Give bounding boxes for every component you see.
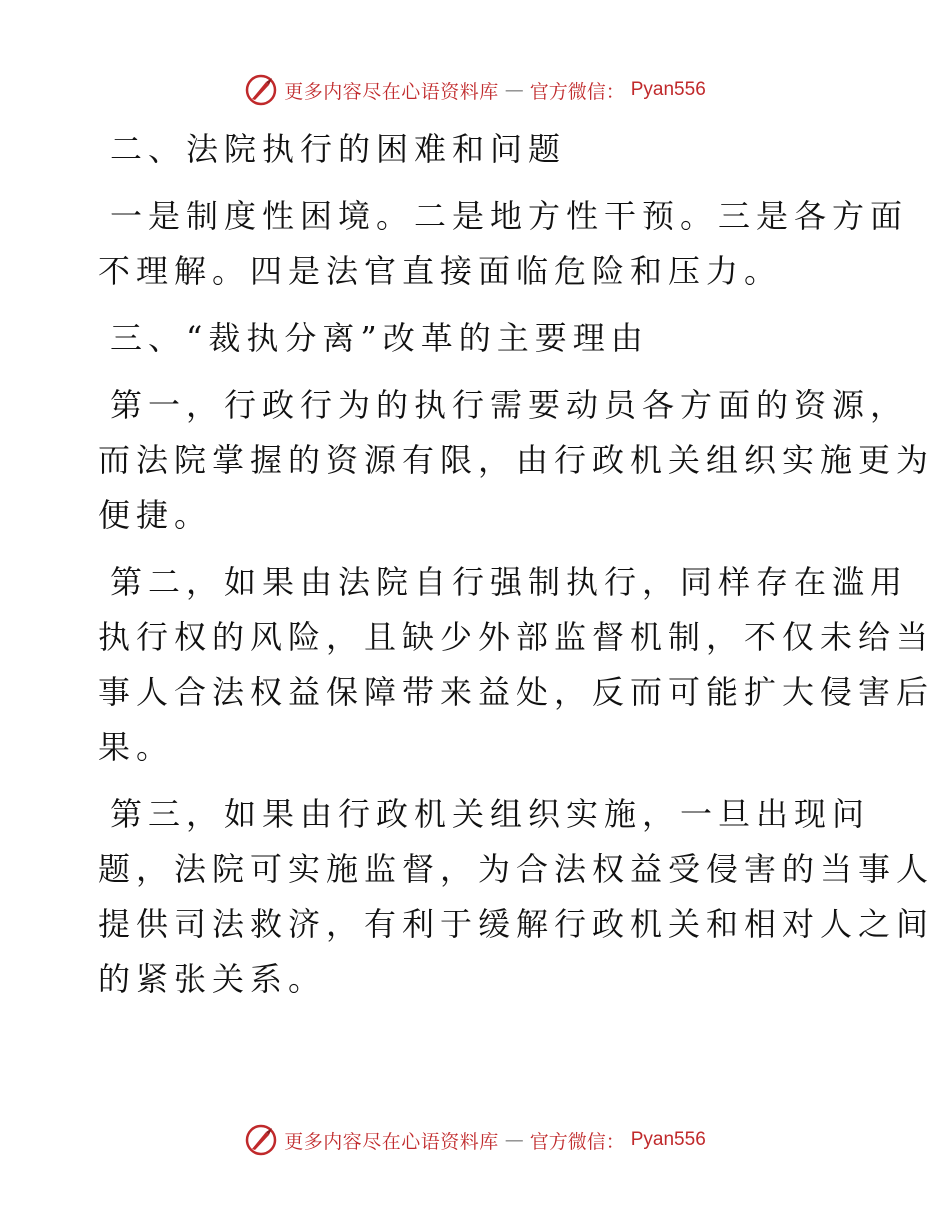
banner-text: 更多内容尽在心语资料库 [284,80,499,103]
text-line: 第三，如果由行政机关组织实施，一旦出现问 [110,795,871,833]
text-line: 第二，如果由法院自行强制执行，同样存在滥用 [110,563,909,601]
document-body [98,122,935,1007]
banner-wechat-id: Pyan556 [630,1129,706,1150]
text-line: 果。 [98,728,175,766]
paragraph-difficulties [98,189,909,299]
text-line: 三、“裁执分离”改革的主要理由 [110,319,649,357]
text-line: 第一，行政行为的执行需要动员各方面的资源， [110,386,909,424]
text-line: 一是制度性困境。二是地方性干预。三是各方面 [110,197,909,235]
header-watermark-banner [0,70,950,110]
paragraph-reason-2 [98,555,935,775]
text-line: 执行权的风险，且缺少外部监督机制，不仅未给当 [98,618,935,656]
banner-separator: — [504,1129,524,1151]
text-line: 的紧张关系。 [98,960,327,998]
text-line: 而法院掌握的资源有限，由行政机关组织实施更为 [98,441,935,479]
text-line: 提供司法救济，有利于缓解行政机关和相对人之间 [98,905,935,943]
quill-pen-logo-icon [244,73,278,107]
section-heading-3 [98,311,858,366]
text-line: 题，法院可实施监督，为合法权益受侵害的当事人 [98,850,935,888]
banner-wechat-id: Pyan556 [630,79,706,100]
text-line: 便捷。 [98,496,213,534]
banner-wechat-label: 官方微信： [529,1130,625,1153]
paragraph-reason-1 [98,378,935,543]
banner-text: 更多内容尽在心语资料库 [284,1130,499,1153]
footer-watermark-banner [0,1120,950,1160]
section-heading-2 [98,122,858,177]
text-line: 事人合法权益保障带来益处，反而可能扩大侵害后 [98,673,935,711]
text-line: 二、法院执行的困难和问题 [110,130,567,168]
banner-separator: — [504,79,524,101]
text-line: 不理解。四是法官直接面临危险和压力。 [98,252,783,290]
quill-pen-logo-icon [244,1123,278,1157]
banner-wechat-label: 官方微信： [529,80,625,103]
paragraph-reason-3 [98,787,935,1007]
